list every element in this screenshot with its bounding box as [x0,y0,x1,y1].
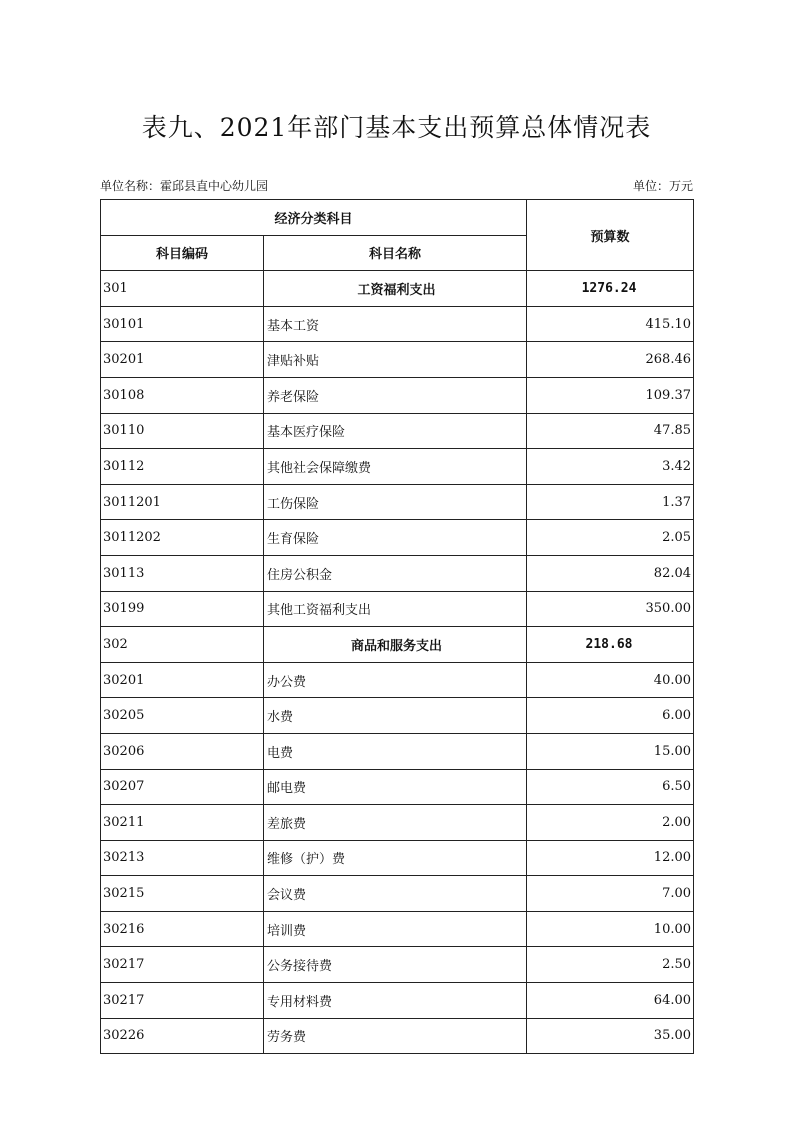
row-amount-cell: 2.50 [527,947,694,983]
row-amount-cell: 64.00 [527,983,694,1019]
row-code-cell: 30213 [101,840,264,876]
row-name-cell: 基本工资 [264,306,527,342]
header-name: 科目名称 [264,235,527,271]
row-name-cell: 工资福利支出 [264,271,527,307]
row-name-cell: 水费 [264,698,527,734]
table-row [101,555,694,591]
row-name-cell: 工伤保险 [264,484,527,520]
row-name-cell: 商品和服务支出 [264,627,527,663]
row-code-cell: 30113 [101,555,264,591]
row-name-cell: 住房公积金 [264,555,527,591]
row-amount-cell: 109.37 [527,377,694,413]
table-row [101,769,694,805]
row-code-cell: 30217 [101,947,264,983]
row-amount-cell: 415.10 [527,306,694,342]
table-row [101,591,694,627]
row-code-cell: 30101 [101,306,264,342]
table-row [101,449,694,485]
budget-table [100,199,694,1054]
row-code-cell: 30207 [101,769,264,805]
row-name-cell: 电费 [264,733,527,769]
row-name-cell: 其他工资福利支出 [264,591,527,627]
table-row [101,520,694,556]
row-name-cell: 基本医疗保险 [264,413,527,449]
row-code-cell: 30217 [101,983,264,1019]
table-row [101,413,694,449]
unit-name-label: 单位名称：霍邱县直中心幼儿园 [100,179,269,193]
row-code-cell: 30110 [101,413,264,449]
row-amount-cell: 15.00 [527,733,694,769]
table-row [101,306,694,342]
row-code-cell: 3011201 [101,484,264,520]
table-row [101,698,694,734]
row-code-cell: 30201 [101,342,264,378]
row-code-cell: 30211 [101,805,264,841]
header-budget: 预算数 [527,200,694,271]
row-code-cell: 30205 [101,698,264,734]
row-amount-cell: 6.50 [527,769,694,805]
unit-info-row [100,177,693,195]
row-amount-cell: 10.00 [527,911,694,947]
table-row [101,876,694,912]
row-code-cell: 30108 [101,377,264,413]
row-code-cell: 302 [101,627,264,663]
row-code-cell: 30199 [101,591,264,627]
row-name-cell: 邮电费 [264,769,527,805]
row-amount-cell: 82.04 [527,555,694,591]
header-code: 科目编码 [101,235,264,271]
row-amount-cell: 2.05 [527,520,694,556]
row-amount-cell: 3.42 [527,449,694,485]
row-name-cell: 劳务费 [264,1018,527,1054]
header-economic-category: 经济分类科目 [101,200,527,236]
row-amount-cell: 40.00 [527,662,694,698]
row-amount-cell: 1276.24 [527,271,694,307]
row-amount-cell: 268.46 [527,342,694,378]
row-amount-cell: 47.85 [527,413,694,449]
row-amount-cell: 35.00 [527,1018,694,1054]
row-code-cell: 30216 [101,911,264,947]
row-name-cell: 培训费 [264,911,527,947]
row-name-cell: 公务接待费 [264,947,527,983]
row-code-cell: 30112 [101,449,264,485]
table-row [101,983,694,1019]
row-name-cell: 专用材料费 [264,983,527,1019]
table-group-row [101,627,694,663]
row-amount-cell: 6.00 [527,698,694,734]
table-group-row [101,271,694,307]
table-row [101,805,694,841]
table-body [101,271,694,1054]
row-amount-cell: 350.00 [527,591,694,627]
row-amount-cell: 12.00 [527,840,694,876]
row-name-cell: 津贴补贴 [264,342,527,378]
row-name-cell: 其他社会保障缴费 [264,449,527,485]
row-name-cell: 生育保险 [264,520,527,556]
row-name-cell: 养老保险 [264,377,527,413]
row-name-cell: 维修（护）费 [264,840,527,876]
page-title: 表九、2021年部门基本支出预算总体情况表 [141,113,652,142]
header-row-1 [101,200,694,236]
table-row [101,1018,694,1054]
row-amount-cell: 7.00 [527,876,694,912]
row-code-cell: 30215 [101,876,264,912]
row-name-cell: 会议费 [264,876,527,912]
table-row [101,840,694,876]
table-row [101,947,694,983]
row-code-cell: 3011202 [101,520,264,556]
row-amount-cell: 1.37 [527,484,694,520]
table-row [101,662,694,698]
unit-label: 单位：万元 [632,179,693,193]
row-code-cell: 301 [101,271,264,307]
row-name-cell: 差旅费 [264,805,527,841]
table-row [101,377,694,413]
row-code-cell: 30206 [101,733,264,769]
row-code-cell: 30226 [101,1018,264,1054]
table-row [101,484,694,520]
row-code-cell: 30201 [101,662,264,698]
row-amount-cell: 2.00 [527,805,694,841]
table-row [101,733,694,769]
table-row [101,342,694,378]
row-amount-cell: 218.68 [527,627,694,663]
row-name-cell: 办公费 [264,662,527,698]
table-row [101,911,694,947]
